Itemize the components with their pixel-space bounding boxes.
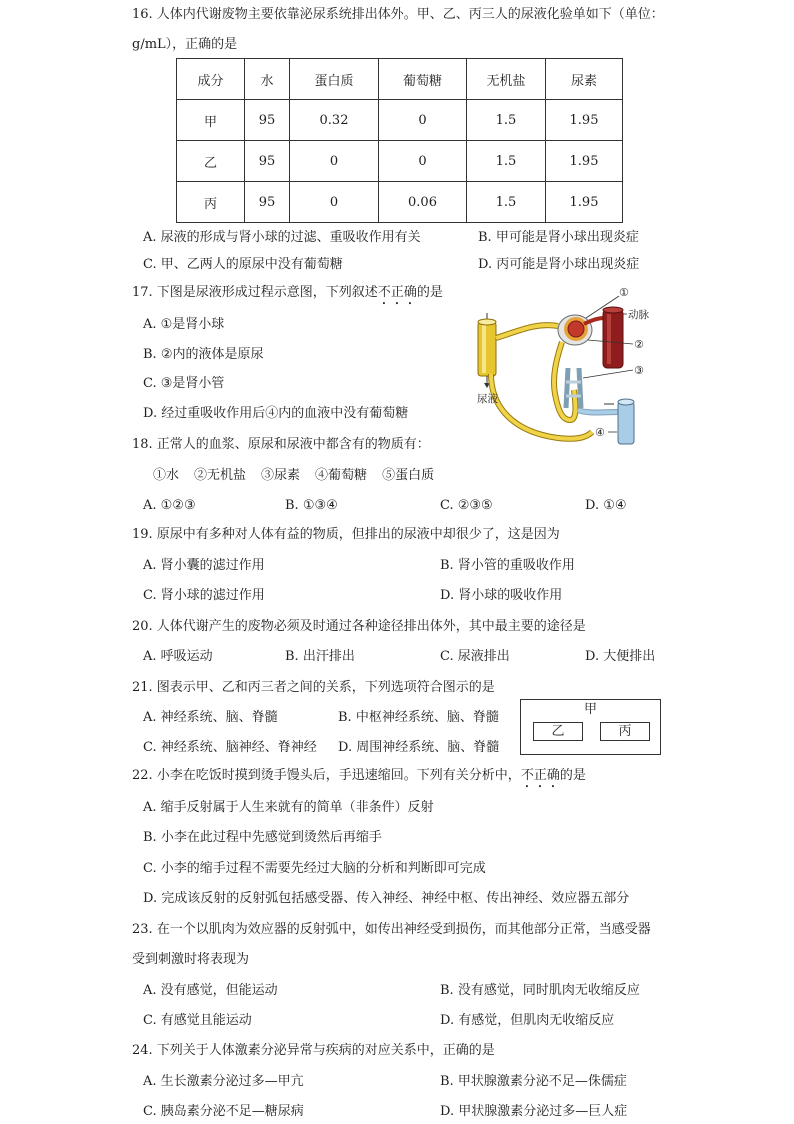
q19-stem: 19. 原尿中有多种对人体有益的物质，但排出的尿液中却很少了，这是因为 — [132, 527, 560, 542]
collecting-duct-top — [478, 319, 496, 325]
q23-option-b: B. 没有感觉，同时肌肉无收缩反应 — [440, 983, 640, 998]
q17-stem — [132, 284, 443, 302]
q17-option-b: B. ②内的液体是原尿 — [143, 347, 264, 362]
urine-test-table — [176, 58, 623, 223]
q23-stem-line2: 受到刺激时将表现为 — [132, 952, 250, 967]
q16-option-a: A. 尿液的形成与肾小球的过滤、重吸收作用有关 — [143, 230, 421, 245]
q18-item: ②无机盐 — [194, 468, 247, 483]
table-row — [177, 182, 623, 223]
figure-label-3: ③ — [634, 364, 644, 377]
q16-option-b: B. 甲可能是肾小球出现炎症 — [478, 230, 639, 245]
table-cell: 丙 — [177, 182, 245, 223]
figure-label-4: ④ — [595, 426, 605, 439]
leader-line-3 — [583, 370, 633, 378]
q19-option-a: A. 肾小囊的滤过作用 — [143, 558, 265, 573]
table-header-cell: 水 — [245, 59, 290, 100]
figure-label-urine: 尿液 — [477, 393, 498, 405]
q21-option-d: D. 周围神经系统、脑、脊髓 — [338, 740, 500, 755]
table-row — [177, 100, 623, 141]
urine-formation-diagram — [458, 282, 663, 450]
q19-option-c: C. 肾小球的滤过作用 — [143, 588, 265, 603]
table-row — [177, 141, 623, 182]
q22-option-a: A. 缩手反射属于人生来就有的简单（非条件）反射 — [143, 800, 434, 815]
q16-option-d: D. 丙可能是肾小球出现炎症 — [478, 257, 640, 272]
q23-option-c: C. 有感觉且能运动 — [143, 1013, 252, 1028]
q20-option-d: D. 大便排出 — [585, 649, 656, 664]
q18-item: ⑤蛋白质 — [382, 468, 435, 483]
set-relation-diagram — [520, 699, 661, 755]
q18-option-b: B. ①③④ — [285, 498, 338, 513]
table-header-cell: 葡萄糖 — [379, 59, 467, 100]
q22-option-d: D. 完成该反射的反射弧包括感受器、传入神经、神经中枢、传出神经、效应器五部分 — [143, 891, 630, 906]
q18-item: ④葡萄糖 — [315, 468, 368, 483]
q17-stem-emphasis: 不正确 — [377, 285, 417, 300]
table-header-cell: 成分 — [177, 59, 245, 100]
table-cell: 0 — [379, 100, 467, 141]
diagram-inner-box-left: 乙 — [533, 722, 583, 741]
q21-option-c: C. 神经系统、脑神经、脊神经 — [143, 740, 317, 755]
q17-stem-text: 17. 下图是尿液形成过程示意图，下列叙述 — [132, 285, 378, 300]
q20-option-c: C. 尿液排出 — [440, 649, 510, 664]
q23-option-d: D. 有感觉，但肌肉无收缩反应 — [440, 1013, 615, 1028]
q20-option-b: B. 出汗排出 — [285, 649, 355, 664]
q17-stem-end: 的是 — [416, 285, 443, 300]
diagram-inner-box-right: 丙 — [600, 722, 650, 741]
artery-top — [603, 307, 623, 313]
q21-option-b: B. 中枢神经系统、脑、脊髓 — [338, 710, 499, 725]
q16-stem-line1: 16. 人体内代谢废物主要依靠泌尿系统排出体外。甲、乙、丙三人的尿液化验单如下（单位： — [132, 7, 664, 22]
q24-stem: 24. 下列关于人体激素分泌异常与疾病的对应关系中，正确的是 — [132, 1043, 495, 1058]
collecting-duct — [478, 322, 496, 376]
q18-item: ③尿素 — [261, 468, 301, 483]
table-header-cell: 尿素 — [546, 59, 623, 100]
table-header-cell: 无机盐 — [467, 59, 546, 100]
table-cell: 0 — [379, 141, 467, 182]
table-cell: 乙 — [177, 141, 245, 182]
q19-option-b: B. 肾小管的重吸收作用 — [440, 558, 575, 573]
q17-option-a: A. ①是肾小球 — [143, 317, 225, 332]
table-cell: 0 — [290, 182, 379, 223]
table-cell: 95 — [245, 141, 290, 182]
table-cell: 1.95 — [546, 141, 623, 182]
q18-stem: 18. 正常人的血浆、原尿和尿液中都含有的物质有： — [132, 437, 430, 452]
q18-option-d: D. ①④ — [585, 498, 627, 513]
q16-stem-line2: g/mL），正确的是 — [132, 37, 238, 52]
q22-stem — [132, 767, 586, 785]
capillary — [579, 368, 581, 408]
artery-highlight — [607, 314, 611, 364]
q18-option-a: A. ①②③ — [143, 498, 196, 513]
q21-stem: 21. 图表示甲、乙和丙三者之间的关系，下列选项符合图示的是 — [132, 680, 495, 695]
q24-option-b: B. 甲状腺激素分泌不足—侏儒症 — [440, 1074, 627, 1089]
capillary — [566, 368, 568, 408]
figure-label-artery: 动脉 — [628, 309, 649, 321]
q22-option-c: C. 小李的缩手过程不需要先经过大脑的分析和判断即可完成 — [143, 861, 486, 876]
q17-option-d: D. 经过重吸收作用后④内的血液中没有葡萄糖 — [143, 406, 409, 421]
table-cell: 1.5 — [467, 141, 546, 182]
q22-stem-emphasis: 不正确 — [520, 768, 560, 783]
diagram-outer-label: 甲 — [583, 702, 597, 717]
vein — [618, 402, 634, 444]
table-cell: 1.5 — [467, 100, 546, 141]
q16-option-c: C. 甲、乙两人的原尿中没有葡萄糖 — [143, 257, 343, 272]
table-cell: 1.95 — [546, 182, 623, 223]
q22-stem-end: 的是 — [559, 768, 586, 783]
q17-option-c: C. ③是肾小管 — [143, 376, 225, 391]
glomerulus — [568, 321, 584, 337]
q22-stem-text: 22. 小李在吃饭时摸到烫手馒头后，手迅速缩回。下列有关分析中， — [132, 768, 521, 783]
table-cell: 0 — [290, 141, 379, 182]
q21-option-a: A. 神经系统、脑、脊髓 — [143, 710, 278, 725]
q23-option-a: A. 没有感觉，但能运动 — [143, 983, 278, 998]
renal-tubule — [496, 325, 558, 338]
table-cell: 0.06 — [379, 182, 467, 223]
q24-option-a: A. 生长激素分泌过多—甲亢 — [143, 1074, 304, 1089]
q18-items — [153, 467, 449, 485]
collecting-duct-highlight — [482, 325, 486, 373]
table-cell: 95 — [245, 100, 290, 141]
q20-stem: 20. 人体代谢产生的废物必须及时通过各种途径排出体外，其中最主要的途径是 — [132, 619, 586, 634]
table-cell: 1.95 — [546, 100, 623, 141]
q18-option-c: C. ②③⑤ — [440, 498, 493, 513]
q23-stem-line1: 23. 在一个以肌肉为效应器的反射弧中，如传出神经受到损伤，而其他部分正常，当感受器 — [132, 922, 651, 937]
q18-item: ①水 — [153, 468, 180, 483]
table-header-row — [177, 59, 623, 100]
figure-label-1: ① — [619, 286, 629, 299]
q20-option-a: A. 呼吸运动 — [143, 649, 213, 664]
vein-top — [618, 399, 634, 405]
artery — [603, 310, 623, 368]
table-cell: 甲 — [177, 100, 245, 141]
table-header-cell: 蛋白质 — [290, 59, 379, 100]
q24-option-d: D. 甲状腺激素分泌过多—巨人症 — [440, 1104, 628, 1119]
q22-option-b: B. 小李在此过程中先感觉到烫然后再缩手 — [143, 830, 382, 845]
q19-option-d: D. 肾小球的吸收作用 — [440, 588, 563, 603]
table-cell: 95 — [245, 182, 290, 223]
table-cell: 0.32 — [290, 100, 379, 141]
table-cell: 1.5 — [467, 182, 546, 223]
q24-option-c: C. 胰岛素分泌不足—糖尿病 — [143, 1104, 304, 1119]
figure-label-2: ② — [634, 338, 644, 351]
